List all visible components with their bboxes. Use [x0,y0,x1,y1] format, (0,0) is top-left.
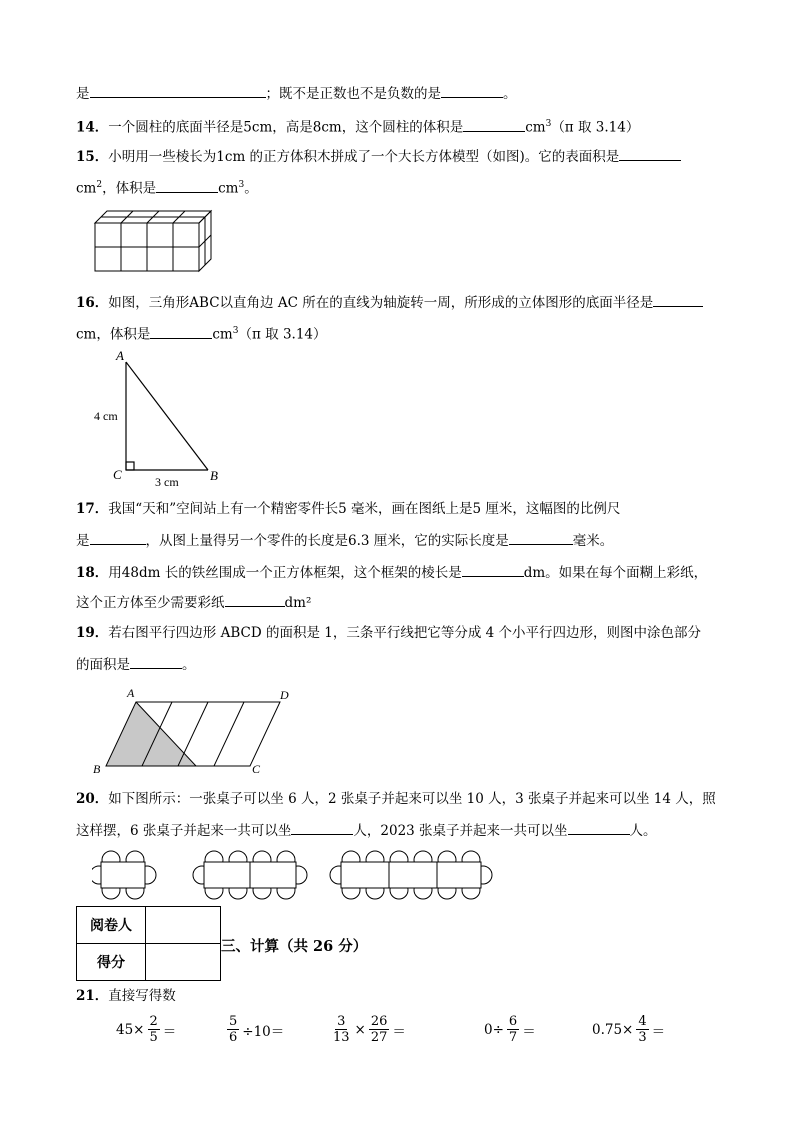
q14-tail: （π 取 3.14） [551,119,640,136]
calc-2-fraction [227,1014,239,1045]
calc-3-fraction-1 [331,1014,352,1045]
denominator: 27 [370,1030,388,1045]
numerator: 4 [638,1014,647,1029]
q16-sup: 3 [232,326,239,336]
q21-text: 直接写得数 [108,988,176,1004]
q16-text-2: cm，体积是 [76,326,151,343]
label-c: C [252,762,261,776]
calc-4-fraction [507,1014,519,1045]
label-b: B [210,468,218,483]
parallelogram-abcd-figure [90,684,300,778]
q14-text: 一个圆柱的底面半径是5cm，高是8cm，这个圆柱的体积是 [108,119,464,136]
q14-number: 14． [76,119,109,136]
calc-item-1 [116,1014,176,1045]
q14-unit: cm [525,119,546,136]
q16-number: 16． [76,295,109,311]
q15-sup-1: 2 [96,180,103,190]
question-20-line-2 [76,820,657,840]
label-a: A [116,348,124,363]
q18-unit-2: dm² [284,595,312,611]
question-17 [76,500,620,518]
q17-blank-2[interactable] [509,530,573,545]
label-c: C [113,467,122,482]
q18-text: 用48dm 长的铁丝围成一个正方体框架，这个框架的棱长是 [108,565,462,581]
calc-4-post: ＝ [522,1023,536,1040]
calc-5-fraction [636,1014,648,1045]
score-label: 得分 [77,944,146,981]
section-3-title: 三、计算（共 26 分） [221,938,368,955]
label-a: A [127,686,135,700]
denominator: 13 [333,1030,350,1045]
q15-unit-1: cm [76,180,97,197]
denominator: 6 [229,1030,238,1045]
calc-3-mid: × [354,1021,366,1038]
q17-text-2: 是 [76,533,90,549]
calc-1-fraction [148,1014,160,1045]
numerator: 6 [508,1014,518,1029]
label-b: B [93,762,101,776]
q14-blank[interactable] [463,117,525,132]
calc-3-fraction-2 [369,1014,390,1045]
q18-unit: dm。如果在每个面糊上彩纸， [523,565,708,581]
q17-text-3: ，从图上量得另一个零件的长度是6.3 厘米，它的实际长度是 [145,533,509,549]
triangle-abc-figure [88,346,228,490]
question-15 [76,146,681,166]
q16-unit: cm [212,326,233,343]
q17-text-4: 毫米。 [572,533,614,549]
q15-blank-2[interactable] [156,178,218,193]
calc-item-3 [328,1014,406,1045]
tables-figure [92,850,502,900]
q16-blank-1[interactable] [653,292,703,307]
q20-blank-2[interactable] [568,820,630,835]
side-length-label: 4 cm [94,409,118,423]
cuboid-figure [90,204,220,276]
denominator: 7 [508,1030,518,1045]
q20-number: 20． [76,791,109,807]
question-16 [76,292,703,312]
q17-text: 我国“天和”空间站上有一个精密零件长5 毫米，画在图纸上是5 厘米，这幅图的比例尺 [108,501,621,517]
denominator: 5 [149,1030,158,1045]
reviewer-label: 阅卷人 [77,907,146,944]
calc-item-2 [224,1014,284,1045]
q20-text-3: 人，2023 张桌子并起来一共可以坐 [353,823,568,839]
q15-text-3: 。 [244,180,258,197]
q15-number: 15． [76,149,109,165]
q18-blank-2[interactable] [225,592,285,607]
q19-text: 若右图平行四边形 ABCD 的面积是 1，三条平行线把它等分成 4 个小平行四边形，则图中涂色部分 [108,625,702,641]
score-table [76,906,221,981]
question-14 [76,115,639,137]
label-d: D [280,688,289,702]
q16-text: 如图，三角形ABC以直角边 AC 所在的直线为轴旋转一周，所形成的立体图形的底面半径是 [108,295,654,311]
question-19 [76,624,701,642]
q18-blank-1[interactable] [462,562,524,577]
q19-number: 19． [76,625,109,641]
reviewer-field[interactable] [146,907,221,944]
denominator: 3 [638,1030,647,1045]
numerator: 26 [370,1014,388,1029]
score-field[interactable] [146,944,221,981]
q20-blank-1[interactable] [291,820,353,835]
q13-tail [76,83,517,103]
calc-2-post: ÷10＝ [242,1023,285,1040]
q15-blank-1[interactable] [619,146,681,161]
base-length-label: 3 cm [155,475,179,489]
question-21 [76,987,176,1005]
calc-item-5 [592,1014,665,1045]
q18-text-2: 这个正方体至少需要彩纸 [76,595,225,611]
calc-5-post: ＝ [651,1023,666,1040]
q16-tail: （π 取 3.14） [238,326,327,343]
question-15-line-2 [76,176,258,198]
q20-text-2: 这样摆，6 张桌子并起来一共可以坐 [76,823,292,839]
q15-text: 小明用一些棱长为1cm 的正方体积木拼成了一个大长方体模型（如图)。它的表面积是 [108,149,620,165]
question-20 [76,790,716,808]
q13-blank-2[interactable] [441,83,503,98]
q19-text-2: 的面积是 [76,657,130,673]
calc-item-4 [484,1014,536,1045]
q15-sup-2: 3 [238,180,245,190]
numerator: 5 [229,1014,238,1029]
calc-1-pre: 45× [116,1021,145,1038]
numerator: 2 [149,1014,158,1029]
calc-4-pre: 0÷ [484,1021,504,1038]
q21-number: 21． [76,988,109,1004]
question-16-line-2 [76,322,327,344]
q20-text-4: 人。 [629,823,657,839]
calc-1-post: ＝ [162,1023,177,1040]
question-18-line-2 [76,592,311,612]
q20-text: 如下图所示：一张桌子可以坐 6 人，2 张桌子并起来可以坐 10 人，3 张桌子并起来可以坐 14 人，照 [108,791,716,807]
table-group-2 [193,851,307,899]
q15-text-2: ，体积是 [102,180,157,197]
q19-text-3: 。 [182,657,196,673]
table-group-3 [330,851,492,899]
q17-blank-1[interactable] [90,530,146,545]
q15-unit-2: cm [218,180,239,197]
q13-text-b: ；既不是正数也不是负数的是 [265,86,441,102]
q19-blank[interactable] [130,654,182,669]
q14-sup: 3 [545,119,552,129]
numerator: 3 [337,1014,346,1029]
q13-text-a: 是 [76,86,90,102]
table-group-1 [92,851,156,899]
question-17-line-2 [76,530,613,550]
q13-blank-1[interactable] [90,83,266,98]
q13-text-c: 。 [503,86,517,102]
q17-number: 17． [76,501,109,517]
question-18 [76,562,707,582]
question-19-line-2 [76,654,196,674]
calc-3-post: ＝ [392,1023,406,1040]
calc-5-pre: 0.75× [592,1021,634,1038]
q18-number: 18． [76,565,109,581]
q16-blank-2[interactable] [150,324,212,339]
